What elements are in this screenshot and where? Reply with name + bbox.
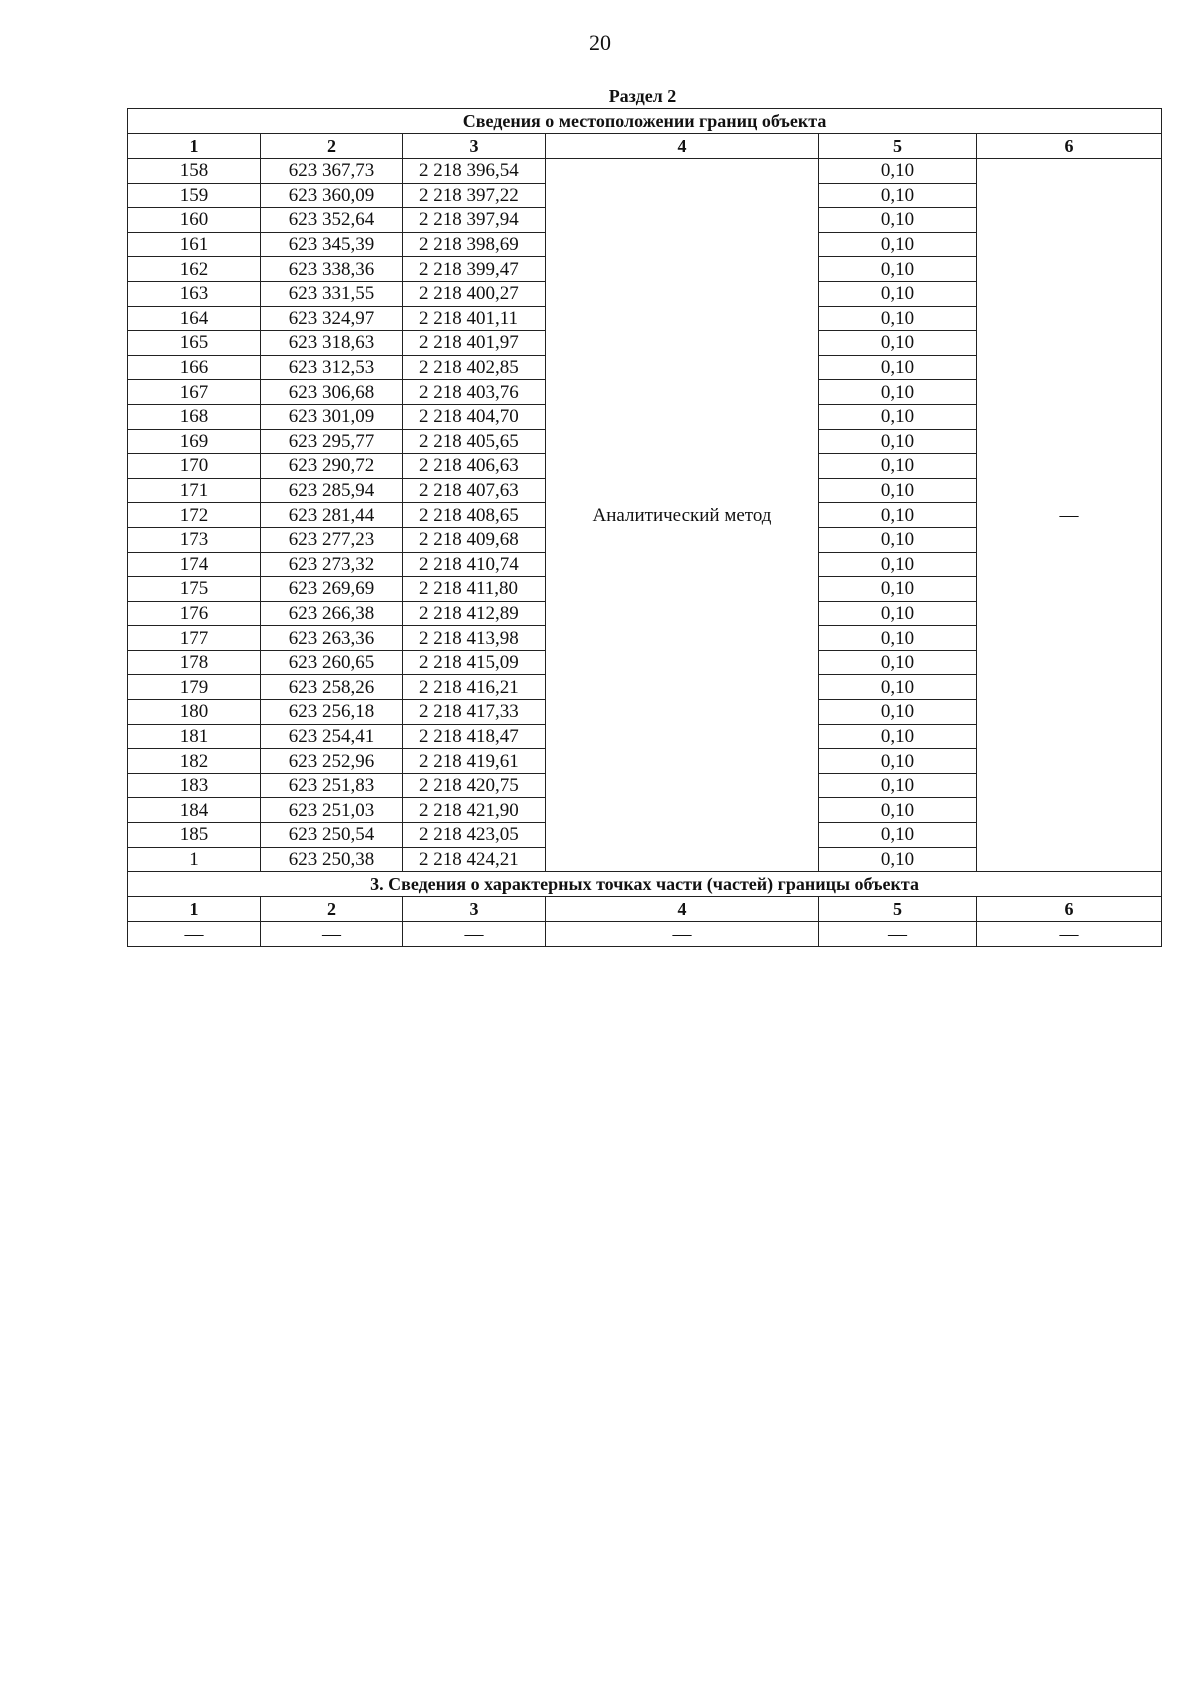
x-coordinate-cell: 623 273,32 <box>261 552 403 577</box>
x-coordinate-cell: 623 263,36 <box>261 626 403 651</box>
accuracy-cell: 0,10 <box>819 429 977 454</box>
part-header-row <box>128 897 1162 922</box>
y-coordinate-cell: 2 218 405,65 <box>403 429 546 454</box>
part-column-header: 3 <box>403 897 546 922</box>
point-number-cell: 166 <box>128 355 261 380</box>
accuracy-cell: 0,10 <box>819 700 977 725</box>
point-number-cell: 161 <box>128 232 261 257</box>
accuracy-cell: 0,10 <box>819 331 977 356</box>
y-coordinate-cell: 2 218 411,80 <box>403 577 546 602</box>
column-header: 3 <box>403 134 546 159</box>
part-table-body <box>128 872 1162 947</box>
accuracy-cell: 0,10 <box>819 281 977 306</box>
part-caption: 3. Сведения о характерных точках части (частей) границы объекта <box>128 872 1162 897</box>
y-coordinate-cell: 2 218 421,90 <box>403 798 546 823</box>
y-coordinate-cell: 2 218 397,22 <box>403 183 546 208</box>
x-coordinate-cell: 623 367,73 <box>261 159 403 184</box>
point-number-cell: 169 <box>128 429 261 454</box>
accuracy-cell: 0,10 <box>819 601 977 626</box>
y-coordinate-cell: 2 218 401,11 <box>403 306 546 331</box>
accuracy-cell: 0,10 <box>819 404 977 429</box>
y-coordinate-cell: 2 218 419,61 <box>403 749 546 774</box>
accuracy-cell: 0,10 <box>819 626 977 651</box>
y-coordinate-cell: 2 218 415,09 <box>403 650 546 675</box>
part-column-header: 5 <box>819 897 977 922</box>
point-number-cell: 184 <box>128 798 261 823</box>
accuracy-cell: 0,10 <box>819 380 977 405</box>
y-coordinate-cell: 2 218 402,85 <box>403 355 546 380</box>
x-coordinate-cell: 623 250,38 <box>261 847 403 872</box>
accuracy-cell: 0,10 <box>819 503 977 528</box>
x-coordinate-cell: 623 324,97 <box>261 306 403 331</box>
point-number-cell: 173 <box>128 527 261 552</box>
part-cell: — <box>128 922 261 947</box>
accuracy-cell: 0,10 <box>819 577 977 602</box>
accuracy-cell: 0,10 <box>819 773 977 798</box>
y-coordinate-cell: 2 218 399,47 <box>403 257 546 282</box>
point-number-cell: 175 <box>128 577 261 602</box>
y-coordinate-cell: 2 218 423,05 <box>403 823 546 848</box>
x-coordinate-cell: 623 269,69 <box>261 577 403 602</box>
point-number-cell: 180 <box>128 700 261 725</box>
x-coordinate-cell: 623 254,41 <box>261 724 403 749</box>
point-number-cell: 168 <box>128 404 261 429</box>
x-coordinate-cell: 623 281,44 <box>261 503 403 528</box>
y-coordinate-cell: 2 218 416,21 <box>403 675 546 700</box>
y-coordinate-cell: 2 218 396,54 <box>403 159 546 184</box>
table-row <box>128 159 1162 184</box>
part-cell: — <box>261 922 403 947</box>
point-number-cell: 162 <box>128 257 261 282</box>
y-coordinate-cell: 2 218 409,68 <box>403 527 546 552</box>
accuracy-cell: 0,10 <box>819 527 977 552</box>
x-coordinate-cell: 623 352,64 <box>261 208 403 233</box>
point-number-cell: 170 <box>128 454 261 479</box>
point-number-cell: 172 <box>128 503 261 528</box>
y-coordinate-cell: 2 218 410,74 <box>403 552 546 577</box>
x-coordinate-cell: 623 318,63 <box>261 331 403 356</box>
accuracy-cell: 0,10 <box>819 552 977 577</box>
accuracy-cell: 0,10 <box>819 478 977 503</box>
y-coordinate-cell: 2 218 408,65 <box>403 503 546 528</box>
point-number-cell: 164 <box>128 306 261 331</box>
x-coordinate-cell: 623 301,09 <box>261 404 403 429</box>
column-header: 6 <box>977 134 1162 159</box>
point-number-cell: 167 <box>128 380 261 405</box>
point-number-cell: 171 <box>128 478 261 503</box>
point-number-cell: 174 <box>128 552 261 577</box>
accuracy-cell: 0,10 <box>819 183 977 208</box>
y-coordinate-cell: 2 218 417,33 <box>403 700 546 725</box>
x-coordinate-cell: 623 266,38 <box>261 601 403 626</box>
accuracy-cell: 0,10 <box>819 749 977 774</box>
accuracy-cell: 0,10 <box>819 454 977 479</box>
column-header: 4 <box>546 134 819 159</box>
accuracy-cell: 0,10 <box>819 232 977 257</box>
x-coordinate-cell: 623 251,03 <box>261 798 403 823</box>
x-coordinate-cell: 623 312,53 <box>261 355 403 380</box>
y-coordinate-cell: 2 218 397,94 <box>403 208 546 233</box>
point-number-cell: 165 <box>128 331 261 356</box>
x-coordinate-cell: 623 285,94 <box>261 478 403 503</box>
x-coordinate-cell: 623 306,68 <box>261 380 403 405</box>
x-coordinate-cell: 623 258,26 <box>261 675 403 700</box>
x-coordinate-cell: 623 345,39 <box>261 232 403 257</box>
point-number-cell: 160 <box>128 208 261 233</box>
y-coordinate-cell: 2 218 407,63 <box>403 478 546 503</box>
point-number-cell: 177 <box>128 626 261 651</box>
x-coordinate-cell: 623 295,77 <box>261 429 403 454</box>
accuracy-cell: 0,10 <box>819 675 977 700</box>
part-column-header: 1 <box>128 897 261 922</box>
accuracy-cell: 0,10 <box>819 798 977 823</box>
x-coordinate-cell: 623 338,36 <box>261 257 403 282</box>
x-coordinate-cell: 623 290,72 <box>261 454 403 479</box>
point-number-cell: 176 <box>128 601 261 626</box>
y-coordinate-cell: 2 218 400,27 <box>403 281 546 306</box>
section-title: Раздел 2 <box>608 86 677 106</box>
accuracy-cell: 0,10 <box>819 208 977 233</box>
boundary-table-body <box>128 109 1162 872</box>
point-number-cell: 1 <box>128 847 261 872</box>
y-coordinate-cell: 2 218 403,76 <box>403 380 546 405</box>
y-coordinate-cell: 2 218 406,63 <box>403 454 546 479</box>
part-data-row <box>128 922 1162 947</box>
x-coordinate-cell: 623 360,09 <box>261 183 403 208</box>
y-coordinate-cell: 2 218 401,97 <box>403 331 546 356</box>
accuracy-cell: 0,10 <box>819 355 977 380</box>
part-cell: — <box>403 922 546 947</box>
part-cell: — <box>819 922 977 947</box>
point-number-cell: 185 <box>128 823 261 848</box>
x-coordinate-cell: 623 256,18 <box>261 700 403 725</box>
part-caption-row <box>128 872 1162 897</box>
part-column-header: 2 <box>261 897 403 922</box>
y-coordinate-cell: 2 218 420,75 <box>403 773 546 798</box>
column-header: 5 <box>819 134 977 159</box>
accuracy-cell: 0,10 <box>819 159 977 184</box>
part-cell: — <box>546 922 819 947</box>
column6-cell: — <box>977 159 1162 872</box>
table-caption-row <box>128 109 1162 134</box>
point-number-cell: 178 <box>128 650 261 675</box>
y-coordinate-cell: 2 218 398,69 <box>403 232 546 257</box>
y-coordinate-cell: 2 218 412,89 <box>403 601 546 626</box>
boundary-table <box>127 108 1162 947</box>
point-number-cell: 158 <box>128 159 261 184</box>
point-number-cell: 159 <box>128 183 261 208</box>
part-column-header: 4 <box>546 897 819 922</box>
y-coordinate-cell: 2 218 413,98 <box>403 626 546 651</box>
y-coordinate-cell: 2 218 404,70 <box>403 404 546 429</box>
point-number-cell: 183 <box>128 773 261 798</box>
x-coordinate-cell: 623 277,23 <box>261 527 403 552</box>
part-cell: — <box>977 922 1162 947</box>
point-number-cell: 181 <box>128 724 261 749</box>
method-cell: Аналитический метод <box>546 159 819 872</box>
point-number-cell: 182 <box>128 749 261 774</box>
x-coordinate-cell: 623 252,96 <box>261 749 403 774</box>
part-column-header: 6 <box>977 897 1162 922</box>
point-number-cell: 163 <box>128 281 261 306</box>
accuracy-cell: 0,10 <box>819 257 977 282</box>
x-coordinate-cell: 623 260,65 <box>261 650 403 675</box>
accuracy-cell: 0,10 <box>819 823 977 848</box>
table-caption: Сведения о местоположении границ объекта <box>128 109 1162 134</box>
x-coordinate-cell: 623 331,55 <box>261 281 403 306</box>
column-header: 2 <box>261 134 403 159</box>
x-coordinate-cell: 623 251,83 <box>261 773 403 798</box>
accuracy-cell: 0,10 <box>819 847 977 872</box>
accuracy-cell: 0,10 <box>819 306 977 331</box>
y-coordinate-cell: 2 218 418,47 <box>403 724 546 749</box>
table-header-row <box>128 134 1162 159</box>
accuracy-cell: 0,10 <box>819 650 977 675</box>
y-coordinate-cell: 2 218 424,21 <box>403 847 546 872</box>
point-number-cell: 179 <box>128 675 261 700</box>
accuracy-cell: 0,10 <box>819 724 977 749</box>
column-header: 1 <box>128 134 261 159</box>
x-coordinate-cell: 623 250,54 <box>261 823 403 848</box>
page-number: 20 <box>589 30 611 55</box>
